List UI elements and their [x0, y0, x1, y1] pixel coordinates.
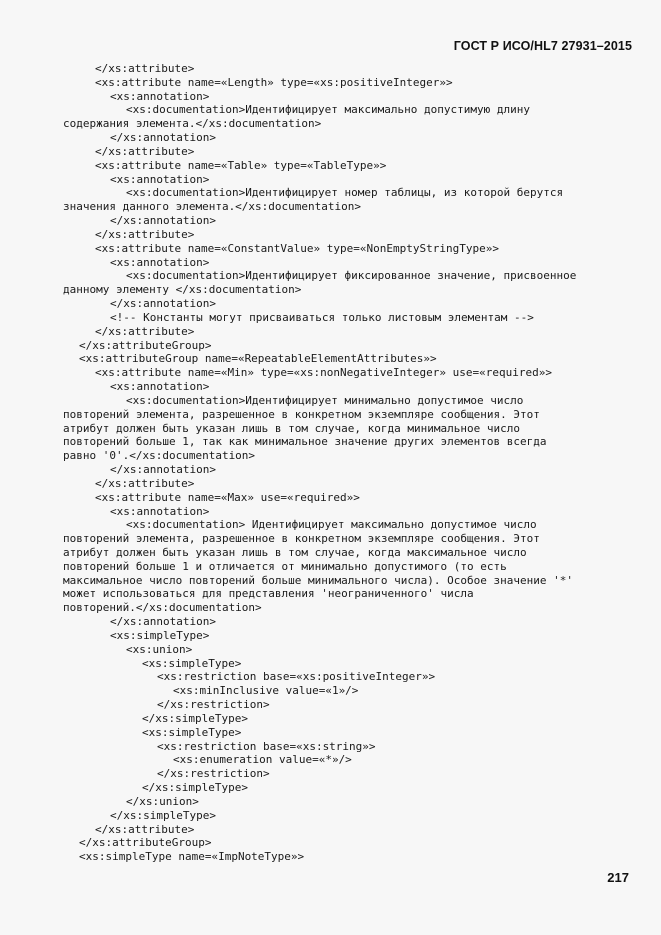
code-line: </xs:attributeGroup> — [79, 836, 212, 850]
code-line: данному элементу </xs:documentation> — [63, 283, 302, 297]
code-line: </xs:attribute> — [95, 822, 195, 836]
code-line: <xs:annotation> — [110, 504, 210, 518]
code-line: <xs:documentation>Идентифицирует максимально допустимую длину — [126, 103, 530, 117]
code-line: <xs:restriction base=«xs:string»> — [157, 739, 376, 753]
code-line: атрибут должен быть указан лишь в том случае, когда минимальное число — [63, 421, 520, 435]
code-line: <xs:documentation>Идентифицирует номер таблицы, из которой берутся — [126, 186, 564, 200]
code-line: </xs:attribute> — [95, 324, 195, 338]
code-line: повторений элемента, разрешенное в конкретном экземпляре сообщения. Этот — [63, 407, 540, 421]
code-line: <xs:attribute name=«Min» type=«xs:nonNegativeInteger» use=«required»> — [95, 366, 552, 380]
page-number: 217 — [607, 870, 629, 885]
code-line: <xs:attributeGroup name=«RepeatableElementAttributes»> — [79, 352, 437, 366]
code-comment-line: <!-- Константы могут присваиваться только листовым элементам --> — [110, 310, 534, 324]
code-line: </xs:attribute> — [95, 227, 195, 241]
code-line: повторений элемента, разрешенное в конкретном экземпляре сообщения. Этот — [63, 532, 540, 546]
code-line: может использоваться для представления 'неограниченного' числа — [63, 587, 474, 601]
code-line: </xs:annotation> — [110, 615, 216, 629]
code-line: </xs:annotation> — [110, 214, 216, 228]
code-line: <xs:annotation> — [110, 172, 210, 186]
code-line: </xs:attribute> — [95, 62, 195, 75]
code-line: <xs:simpleType> — [142, 725, 242, 739]
code-line: </xs:attributeGroup> — [79, 338, 212, 352]
code-line: повторений больше 1, так как минимальное значение других элементов всегда — [63, 435, 547, 449]
code-line: атрибут должен быть указан лишь в том случае, когда максимальное число — [63, 545, 527, 559]
code-line: повторений больше 1 и отличается от минимально допустимого (то есть — [63, 559, 507, 573]
code-line: максимальное число повторений больше минимального числа). Особое значение '*' — [63, 573, 573, 587]
code-line: <xs:enumeration value=«*»/> — [173, 753, 352, 767]
code-line: </xs:restriction> — [157, 767, 270, 781]
code-line: <xs:documentation>Идентифицирует минимально допустимое число — [126, 393, 524, 407]
code-line: </xs:simpleType> — [110, 808, 216, 822]
code-line: <xs:attribute name=«ConstantValue» type=«NonEmptyStringType»> — [95, 241, 499, 255]
code-line: </xs:simpleType> — [142, 781, 248, 795]
code-line: <xs:attribute name=«Table» type=«TableType»> — [95, 158, 387, 172]
code-line: <xs:minInclusive value=«1»/> — [173, 684, 359, 698]
code-line: <xs:simpleType name=«ImpNoteType»> — [79, 850, 305, 864]
document-header: ГОСТ Р ИСО/HL7 27931–2015 — [453, 39, 632, 53]
code-line: <xs:annotation> — [110, 255, 210, 269]
code-line: </xs:annotation> — [110, 131, 216, 145]
code-line: <xs:documentation>Идентифицирует фиксированное значение, присвоенное — [126, 269, 577, 283]
code-line: значения данного элемента.</xs:documentation> — [63, 200, 362, 214]
code-line: <xs:simpleType> — [142, 656, 242, 670]
code-line: </xs:attribute> — [95, 144, 195, 158]
code-line: <xs:annotation> — [110, 380, 210, 394]
code-line: <xs:attribute name=«Length» type=«xs:positiveInteger»> — [95, 75, 453, 89]
xml-schema-listing — [63, 62, 633, 864]
code-line: <xs:annotation> — [110, 89, 210, 103]
code-line: <xs:attribute name=«Max» use=«required»> — [95, 490, 360, 504]
code-line: </xs:union> — [126, 794, 199, 808]
code-line: равно '0'.</xs:documentation> — [63, 449, 256, 463]
code-line: повторений.</xs:documentation> — [63, 601, 262, 615]
code-line: </xs:annotation> — [110, 297, 216, 311]
code-line: <xs:restriction base=«xs:positiveInteger»> — [157, 670, 436, 684]
code-line: </xs:simpleType> — [142, 711, 248, 725]
code-line: </xs:attribute> — [95, 476, 195, 490]
code-line: содержания элемента.</xs:documentation> — [63, 117, 322, 131]
code-line: </xs:restriction> — [157, 698, 270, 712]
code-line: <xs:documentation> Идентифицирует максимально допустимое число — [126, 518, 537, 532]
code-line: </xs:annotation> — [110, 463, 216, 477]
code-line: <xs:union> — [126, 642, 193, 656]
code-line: <xs:simpleType> — [110, 628, 210, 642]
